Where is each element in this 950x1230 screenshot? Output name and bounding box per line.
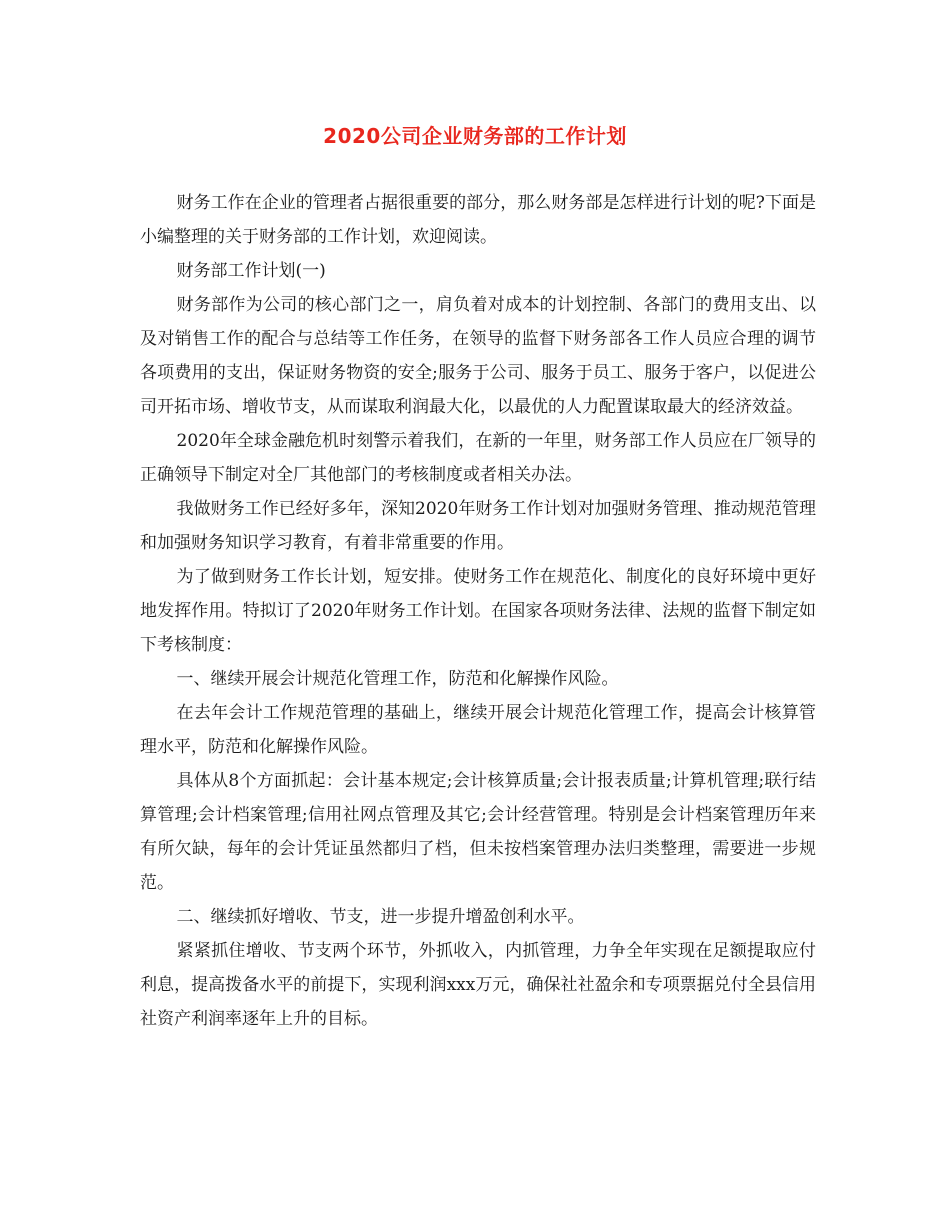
paragraph-experience: 我做财务工作已经好多年，深知2020年财务工作计划对加强财务管理、推动规范管理和加强财务知识学习教育，有着非常重要的作用。	[140, 499, 816, 553]
paragraph-planning: 为了做到财务工作长计划，短安排。使财务工作在规范化、制度化的良好环境中更好地发挥作用。特拟订了2020年财务工作计划。在国家各项财务法律、法规的监督下制定如下考核制度：	[140, 567, 816, 655]
section-heading-plan-one: 财务部工作计划(一)	[176, 261, 326, 281]
paragraph-profit: 紧紧抓住增收、节支两个环节，外抓收入，内抓管理，力争全年实现在足额提取应付利息，提高拨备水平的前提下，实现利润xxx万元，确保社社盈余和专项票据兑付全县信用社资产利润率逐年上升的目标。	[140, 941, 816, 1029]
document-body	[140, 186, 816, 1036]
paragraph-standardization: 在去年会计工作规范管理的基础上，继续开展会计规范化管理工作，提高会计核算管理水平，防范和化解操作风险。	[140, 703, 816, 757]
section-heading-two: 二、继续抓好增收、节支，进一步提升增盈创利水平。	[176, 907, 585, 927]
paragraph-crisis: 2020年全球金融危机时刻警示着我们，在新的一年里，财务部工作人员应在厂领导的正确领导下制定对全厂其他部门的考核制度或者相关办法。	[140, 431, 816, 485]
paragraph-role: 财务部作为公司的核心部门之一，肩负着对成本的计划控制、各部门的费用支出、以及对销售工作的配合与总结等工作任务，在领导的监督下财务部各工作人员应合理的调节各项费用的支出，保证财务物资的安全;服务于公司、服务于员工、服务于客户，以促进公司开拓市场、增收节支，从而谋取利润最大化，以最优的人力配置谋取最大的经济效益。	[140, 295, 816, 417]
section-heading-one: 一、继续开展会计规范化管理工作，防范和化解操作风险。	[176, 669, 619, 689]
paragraph-intro: 财务工作在企业的管理者占据很重要的部分，那么财务部是怎样进行计划的呢?下面是小编整理的关于财务部的工作计划，欢迎阅读。	[140, 193, 816, 247]
paragraph-eight-aspects: 具体从8个方面抓起：会计基本规定;会计核算质量;会计报表质量;计算机管理;联行结算管理;会计档案管理;信用社网点管理及其它;会计经营管理。特别是会计档案管理历年来有所欠缺，每年的会计凭证虽然都归了档，但未按档案管理办法归类整理，需要进一步规范。	[140, 771, 816, 893]
document-title: 2020公司企业财务部的工作计划	[323, 124, 627, 148]
